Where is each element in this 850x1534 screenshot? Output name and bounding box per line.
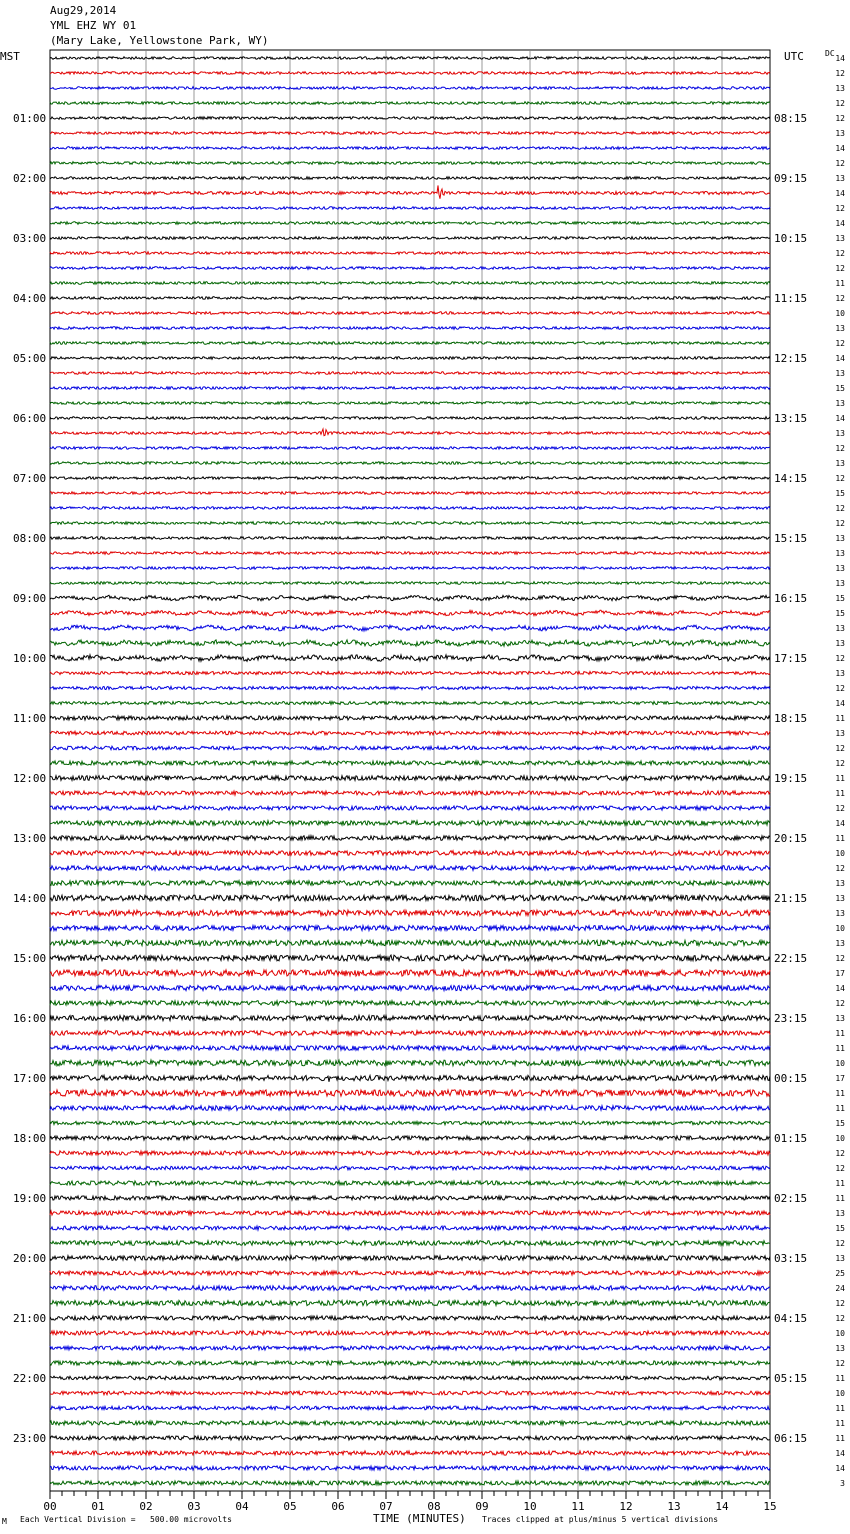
right-hour-label: 05:15 <box>774 1372 808 1385</box>
left-hour-label: 22:00 <box>13 1372 47 1385</box>
x-tick-label: 02 <box>139 1500 153 1513</box>
dc-offset-value: 13 <box>835 909 845 918</box>
x-tick-label: 13 <box>667 1500 681 1513</box>
right-hour-label: 14:15 <box>774 472 808 485</box>
trace-row <box>50 761 770 765</box>
trace-row <box>50 1331 770 1335</box>
trace-row <box>50 1151 770 1155</box>
dc-offset-value: 10 <box>835 1134 845 1143</box>
dc-offset-value: 13 <box>835 429 845 438</box>
dc-offset-value: 13 <box>835 324 845 333</box>
x-tick-label: 10 <box>523 1500 537 1513</box>
trace-row <box>50 1300 770 1305</box>
trace-row <box>50 582 770 585</box>
dc-offset-value: 12 <box>835 864 845 873</box>
trace-row <box>50 429 770 436</box>
left-hour-label: 10:00 <box>13 652 47 665</box>
trace-row <box>50 87 770 90</box>
trace-row <box>50 1090 770 1096</box>
right-hour-label: 00:15 <box>774 1072 808 1085</box>
right-hour-label: 13:15 <box>774 412 808 425</box>
left-hour-label: 20:00 <box>13 1252 47 1265</box>
dc-offset-value: 12 <box>835 954 845 963</box>
trace-row <box>50 940 770 946</box>
dc-offset-value: 15 <box>835 489 845 498</box>
dc-offset-value: 13 <box>835 624 845 633</box>
trace-row <box>50 1001 770 1006</box>
trace-row <box>50 625 770 631</box>
dc-offset-value: 13 <box>835 894 845 903</box>
dc-offset-value: 11 <box>835 1179 845 1188</box>
trace-row <box>50 970 770 976</box>
station-code: YML EHZ WY 01 <box>50 19 137 32</box>
trace-row <box>50 791 770 795</box>
trace-row <box>50 716 770 720</box>
left-hour-label: 15:00 <box>13 952 47 965</box>
trace-row <box>50 267 770 270</box>
trace-row <box>50 552 770 555</box>
x-tick-label: 15 <box>763 1500 777 1513</box>
dc-offset-value: 13 <box>835 234 845 243</box>
dc-offset-value: 10 <box>835 924 845 933</box>
dc-offset-value: 13 <box>835 1254 845 1263</box>
dc-offset-value: 13 <box>835 1209 845 1218</box>
left-hour-label: 21:00 <box>13 1312 47 1325</box>
right-timezone-label: UTC <box>784 50 804 63</box>
right-hour-label: 06:15 <box>774 1432 808 1445</box>
dc-offset-value: 11 <box>835 1044 845 1053</box>
trace-row <box>50 477 770 480</box>
trace-row <box>50 985 770 990</box>
trace-row <box>50 222 770 225</box>
plot-frame <box>50 50 770 1491</box>
dc-offset-value: 14 <box>835 54 845 63</box>
trace-row <box>50 821 770 826</box>
right-hour-label: 17:15 <box>774 652 808 665</box>
dc-offset-value: 13 <box>835 459 845 468</box>
trace-row <box>50 1121 770 1125</box>
left-hour-label: 19:00 <box>13 1192 47 1205</box>
dc-offset-value: 12 <box>835 519 845 528</box>
trace-row <box>50 102 770 105</box>
trace-row <box>50 1256 770 1261</box>
x-axis-title: TIME (MINUTES) <box>373 1512 466 1525</box>
trace-row <box>50 1211 770 1215</box>
right-hour-label: 22:15 <box>774 952 808 965</box>
dc-offset-value: 15 <box>835 594 845 603</box>
dc-offset-value: 12 <box>835 999 845 1008</box>
trace-row <box>50 925 770 930</box>
trace-row <box>50 185 770 198</box>
trace-row <box>50 1376 770 1380</box>
dc-offset-value: 13 <box>835 84 845 93</box>
trace-row <box>50 147 770 150</box>
trace-row <box>50 417 770 420</box>
left-hour-label: 05:00 <box>13 352 47 365</box>
trace-row <box>50 297 770 300</box>
x-tick-label: 06 <box>331 1500 345 1513</box>
dc-offset-value: 13 <box>835 579 845 588</box>
dc-offset-value: 11 <box>835 789 845 798</box>
trace-row <box>50 701 770 704</box>
dc-offset-value: 11 <box>835 1419 845 1428</box>
trace-row <box>50 312 770 315</box>
dc-offset-value: 12 <box>835 1314 845 1323</box>
chart-date: Aug29,2014 <box>50 4 117 17</box>
left-hour-label: 09:00 <box>13 592 47 605</box>
dc-offset-value: 17 <box>835 1074 845 1083</box>
trace-row <box>50 1436 770 1440</box>
trace-row <box>50 866 770 871</box>
trace-row <box>50 1226 770 1230</box>
x-axis <box>43 1491 776 1513</box>
trace-row <box>50 1166 770 1170</box>
trace-row <box>50 1181 770 1185</box>
dc-offset-value: 12 <box>835 99 845 108</box>
x-tick-label: 14 <box>715 1500 729 1513</box>
dc-offset-value: 12 <box>835 339 845 348</box>
dc-offset-value: 13 <box>835 639 845 648</box>
dc-offset-value: 12 <box>835 744 845 753</box>
trace-row <box>50 522 770 525</box>
dc-offset-value: 12 <box>835 159 845 168</box>
dc-offset-value: 13 <box>835 1014 845 1023</box>
x-tick-label: 07 <box>379 1500 393 1513</box>
trace-group <box>50 57 770 1485</box>
dc-offset-value: 13 <box>835 129 845 138</box>
trace-row <box>50 1046 770 1051</box>
trace-row <box>50 567 770 570</box>
dc-offset-value: 12 <box>835 1164 845 1173</box>
trace-row <box>50 462 770 465</box>
left-hour-label: 02:00 <box>13 172 47 185</box>
left-hour-label: 23:00 <box>13 1432 47 1445</box>
x-tick-label: 09 <box>475 1500 489 1513</box>
trace-row <box>50 955 770 961</box>
trace-row <box>50 1391 770 1395</box>
trace-row <box>50 72 770 75</box>
dc-offset-value: 13 <box>835 669 845 678</box>
dc-offset-value: 12 <box>835 1149 845 1158</box>
dc-offset-value: 13 <box>835 369 845 378</box>
trace-row <box>50 595 770 600</box>
trace-row <box>50 1241 770 1246</box>
trace-row <box>50 686 770 689</box>
dc-offset-value: 12 <box>835 69 845 78</box>
trace-row <box>50 357 770 360</box>
trace-row <box>50 507 770 510</box>
right-hour-label: 08:15 <box>774 112 808 125</box>
left-timezone-label: MST <box>0 50 20 63</box>
dc-offset-value: 11 <box>835 1194 845 1203</box>
dc-offset-value: 24 <box>835 1284 845 1293</box>
dc-offset-value: 11 <box>835 1089 845 1098</box>
dc-offset-value: 11 <box>835 1374 845 1383</box>
trace-row <box>50 895 770 901</box>
right-hour-label: 12:15 <box>774 352 808 365</box>
trace-row <box>50 806 770 810</box>
dc-offset-value: 12 <box>835 474 845 483</box>
trace-row <box>50 237 770 240</box>
dc-offset-value: 12 <box>835 249 845 258</box>
clip-note: Traces clipped at plus/minus 5 vertical divisions <box>482 1515 719 1524</box>
dc-offset-value: 14 <box>835 219 845 228</box>
dc-offset-value: 10 <box>835 849 845 858</box>
trace-row <box>50 851 770 856</box>
trace-row <box>50 117 770 120</box>
scale-note: Each Vertical Division = 500.00 microvolts <box>20 1515 232 1524</box>
dc-offset-value: 15 <box>835 1224 845 1233</box>
dc-offset-value: 10 <box>835 1329 845 1338</box>
trace-row <box>50 1031 770 1036</box>
right-hour-label: 02:15 <box>774 1192 808 1205</box>
dc-offset-value: 15 <box>835 1119 845 1128</box>
left-hour-label: 16:00 <box>13 1012 47 1025</box>
dc-offset-value: 12 <box>835 504 845 513</box>
dc-offset-value: 12 <box>835 114 845 123</box>
trace-row <box>50 402 770 405</box>
time-grid <box>50 50 770 1491</box>
dc-offset-value: 11 <box>835 774 845 783</box>
trace-row <box>50 57 770 60</box>
dc-offset-value: 12 <box>835 759 845 768</box>
x-tick-label: 05 <box>283 1500 297 1513</box>
trace-row <box>50 1136 770 1140</box>
dc-offset-value: 15 <box>835 609 845 618</box>
left-hour-label: 17:00 <box>13 1072 47 1085</box>
left-hour-label: 11:00 <box>13 712 47 725</box>
right-hour-label: 15:15 <box>774 532 808 545</box>
dc-offset-value: 12 <box>835 654 845 663</box>
left-hour-label: 12:00 <box>13 772 47 785</box>
trace-row <box>50 252 770 255</box>
dc-offset-value: 12 <box>835 804 845 813</box>
left-hour-label: 06:00 <box>13 412 47 425</box>
trace-row <box>50 1196 770 1200</box>
dc-offset-value: 14 <box>835 1464 845 1473</box>
x-tick-label: 12 <box>619 1500 633 1513</box>
x-tick-label: 08 <box>427 1500 441 1513</box>
trace-row <box>50 327 770 330</box>
dc-offset-value: 13 <box>835 729 845 738</box>
dc-offset-value: 14 <box>835 699 845 708</box>
trace-row <box>50 1421 770 1425</box>
right-hour-label: 09:15 <box>774 172 808 185</box>
trace-row <box>50 1286 770 1291</box>
dc-offset-value: 11 <box>835 714 845 723</box>
right-hour-label: 01:15 <box>774 1132 808 1145</box>
trace-row <box>50 282 770 285</box>
left-hour-label: 14:00 <box>13 892 47 905</box>
dc-offset-value: 11 <box>835 1404 845 1413</box>
dc-offset-value: 17 <box>835 969 845 978</box>
x-tick-label: 11 <box>571 1500 585 1513</box>
left-hour-label: 01:00 <box>13 112 47 125</box>
dc-offset-value: 11 <box>835 1029 845 1038</box>
dc-offset-value: 12 <box>835 1299 845 1308</box>
dc-offset-header: DC <box>825 49 835 58</box>
trace-row <box>50 1481 770 1485</box>
trace-row <box>50 881 770 886</box>
dc-offset-value: 13 <box>835 174 845 183</box>
trace-row <box>50 1106 770 1111</box>
dc-offset-value: 11 <box>835 1104 845 1113</box>
trace-row <box>50 1015 770 1020</box>
dc-offset-value: 11 <box>835 279 845 288</box>
trace-row <box>50 1466 770 1470</box>
trace-row <box>50 1451 770 1455</box>
trace-row <box>50 731 770 735</box>
right-hour-label: 03:15 <box>774 1252 808 1265</box>
dc-offset-value: 14 <box>835 819 845 828</box>
x-tick-label: 01 <box>91 1500 105 1513</box>
dc-offset-value: 11 <box>835 834 845 843</box>
dc-offset-value: 14 <box>835 984 845 993</box>
x-tick-label: 04 <box>235 1500 249 1513</box>
dc-offset-value: 11 <box>835 1434 845 1443</box>
x-tick-label: 03 <box>187 1500 201 1513</box>
trace-row <box>50 207 770 210</box>
dc-offset-value: 14 <box>835 144 845 153</box>
dc-offset-value: 12 <box>835 1359 845 1368</box>
dc-offset-value: 14 <box>835 354 845 363</box>
trace-row <box>50 1271 770 1275</box>
station-location: (Mary Lake, Yellowstone Park, WY) <box>50 34 269 47</box>
right-hour-label: 19:15 <box>774 772 808 785</box>
trace-row <box>50 640 770 646</box>
dc-offset-value: 12 <box>835 684 845 693</box>
right-hour-label: 10:15 <box>774 232 808 245</box>
dc-offset-value: 13 <box>835 879 845 888</box>
left-hour-label: 08:00 <box>13 532 47 545</box>
right-hour-label: 23:15 <box>774 1012 808 1025</box>
dc-offset-value: 15 <box>835 384 845 393</box>
trace-row <box>50 1361 770 1365</box>
trace-row <box>50 1075 770 1081</box>
dc-offset-value: 13 <box>835 564 845 573</box>
left-hour-label: 13:00 <box>13 832 47 845</box>
dc-offset-value: 12 <box>835 264 845 273</box>
trace-row <box>50 1316 770 1320</box>
left-hour-label: 03:00 <box>13 232 47 245</box>
dc-offset-value: 10 <box>835 1059 845 1068</box>
trace-row <box>50 132 770 135</box>
dc-offset-value: 13 <box>835 534 845 543</box>
trace-row <box>50 1406 770 1410</box>
dc-offset-value: 13 <box>835 1344 845 1353</box>
corner-mark: M <box>2 1517 7 1526</box>
x-tick-label: 00 <box>43 1500 57 1513</box>
right-hour-label: 18:15 <box>774 712 808 725</box>
trace-row <box>50 910 770 916</box>
dc-offset-value: 10 <box>835 309 845 318</box>
trace-row <box>50 746 770 750</box>
dc-offset-value: 12 <box>835 1239 845 1248</box>
trace-row <box>50 776 770 781</box>
trace-row <box>50 1346 770 1350</box>
dc-offset-value: 14 <box>835 414 845 423</box>
dc-offset-value: 25 <box>835 1269 845 1278</box>
trace-row <box>50 372 770 375</box>
trace-row <box>50 610 770 615</box>
trace-row <box>50 655 770 662</box>
dc-offset-value: 12 <box>835 204 845 213</box>
trace-row <box>50 836 770 841</box>
right-hour-label: 11:15 <box>774 292 808 305</box>
dc-offset-value: 13 <box>835 939 845 948</box>
left-hour-label: 18:00 <box>13 1132 47 1145</box>
dc-offset-value: 13 <box>835 399 845 408</box>
trace-row <box>50 447 770 450</box>
trace-row <box>50 162 770 165</box>
trace-row <box>50 342 770 345</box>
dc-offset-value: 14 <box>835 1449 845 1458</box>
right-hour-label: 16:15 <box>774 592 808 605</box>
dc-offset-value: 13 <box>835 549 845 558</box>
right-hour-label: 21:15 <box>774 892 808 905</box>
right-hour-label: 20:15 <box>774 832 808 845</box>
right-hour-label: 04:15 <box>774 1312 808 1325</box>
dc-offset-value: 12 <box>835 444 845 453</box>
trace-row <box>50 177 770 180</box>
left-hour-label: 04:00 <box>13 292 47 305</box>
dc-offset-value: 3 <box>840 1479 845 1488</box>
left-hour-label: 07:00 <box>13 472 47 485</box>
dc-offset-value: 12 <box>835 294 845 303</box>
trace-row <box>50 671 770 674</box>
dc-offset-value: 14 <box>835 189 845 198</box>
dc-offset-value: 10 <box>835 1389 845 1398</box>
trace-row <box>50 492 770 495</box>
trace-row <box>50 537 770 540</box>
trace-row <box>50 1060 770 1066</box>
trace-row <box>50 387 770 390</box>
